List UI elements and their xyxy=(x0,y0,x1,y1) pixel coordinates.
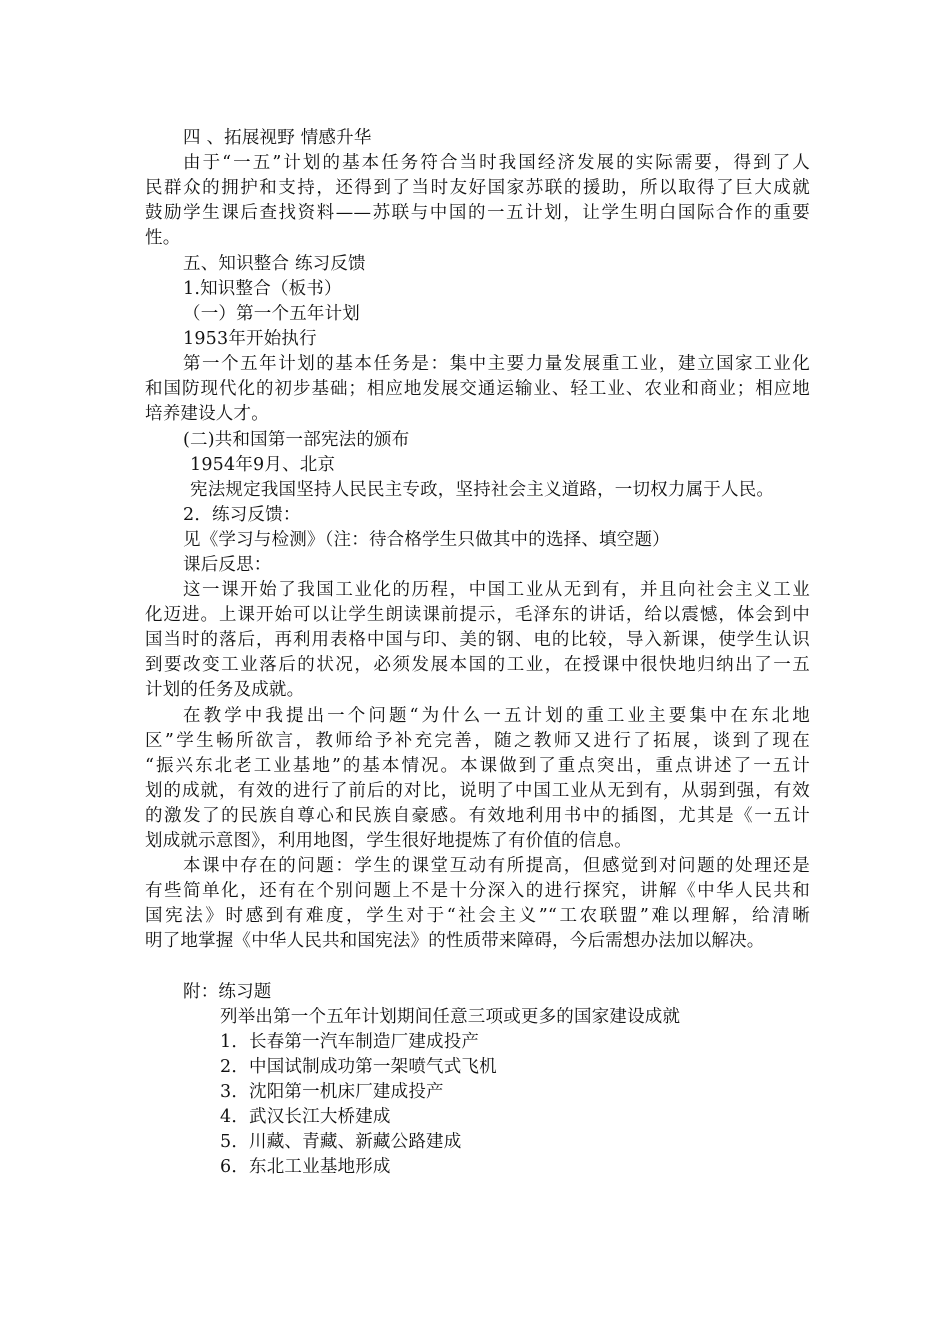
answer-item: 5．川藏、青藏、新藏公路建成 xyxy=(220,1132,462,1152)
appendix-heading: 附：练习题 xyxy=(183,982,272,1002)
appendix-question: 列举出第一个五年计划期间任意三项或更多的国家建设成就 xyxy=(220,1007,681,1027)
part1-year: 1953年开始执行 xyxy=(183,329,317,349)
reflection-heading: 课后反思： xyxy=(183,555,272,575)
answer-item: 1．长春第一汽车制造厂建成投产 xyxy=(220,1032,480,1052)
reflection-p3-line: 本课中存在的问题：学生的课堂互动有所提高，但感觉到对问题的处理还是 xyxy=(183,856,810,876)
reflection-p2-line: 区”学生畅所欲言，教师给予补充完善，随之教师又进行了拓展，谈到了现在 xyxy=(145,731,810,751)
answer-item: 6．东北工业基地形成 xyxy=(220,1157,391,1177)
part1-text-line: 和国防现代化的初步基础；相应地发展交通运输业、轻工业、农业和商业；相应地 xyxy=(145,379,810,399)
knowledge-summary-label: 1.知识整合（板书） xyxy=(183,279,342,299)
section4-line: 鼓励学生课后查找资料——苏联与中国的一五计划，让学生明白国际合作的重要 xyxy=(145,203,810,223)
answer-item: 3．沈阳第一机床厂建成投产 xyxy=(220,1082,444,1102)
reflection-p1-line: 国当时的落后，再利用表格中国与印、美的钢、电的比较，导入新课，使学生认识 xyxy=(145,630,810,650)
reflection-p1-line: 化迈进。上课开始可以让学生朗读课前提示，毛泽东的讲话，给以震憾，体会到中 xyxy=(145,605,810,625)
part2-text: 宪法规定我国坚持人民民主专政，坚持社会主义道路，一切权力属于人民。 xyxy=(190,480,775,500)
reflection-p1-line: 到要改变工业落后的状况，必须发展本国的工业，在授课中很快地归纳出了一五 xyxy=(145,655,810,675)
section5-heading: 五、知识整合 练习反馈 xyxy=(183,254,366,274)
reflection-p3-line: 有些简单化，还有在个别问题上不是十分深入的进行探究，讲解《中华人民共和 xyxy=(145,881,810,901)
part1-text-line: 培养建设人才。 xyxy=(145,404,269,424)
practice-feedback-label: 2．练习反馈： xyxy=(183,505,301,525)
answer-item: 2．中国试制成功第一架喷气式飞机 xyxy=(220,1057,497,1077)
reflection-p1-line: 这一课开始了我国工业化的历程，中国工业从无到有，并且向社会主义工业 xyxy=(183,580,810,600)
reflection-p1-line: 计划的任务及成就。 xyxy=(145,680,305,700)
section4-line: 由于“一五”计划的基本任务符合当时我国经济发展的实际需要，得到了人 xyxy=(183,153,810,173)
answer-item: 4．武汉长江大桥建成 xyxy=(220,1107,391,1127)
part2-date: 1954年9月、北京 xyxy=(190,455,336,475)
reflection-p3-line: 国宪法》时感到有难度，学生对于“社会主义”“工农联盟”难以理解，给清晰 xyxy=(145,906,810,926)
reflection-p2-line: 的激发了的民族自尊心和民族自豪感。有效地利用书中的插图，尤其是《一五计 xyxy=(145,806,810,826)
section4-line: 性。 xyxy=(145,228,181,248)
reflection-p2-line: 划成就示意图》，利用地图，学生很好地提炼了有价值的信息。 xyxy=(145,831,632,851)
reflection-p3-line: 明了地掌握《中华人民共和国宪法》的性质带来障碍，今后需想办法加以解决。 xyxy=(145,931,765,951)
reflection-p2-line: “振兴东北老工业基地”的基本情况。本课做到了重点突出，重点讲述了一五计 xyxy=(145,756,810,776)
part1-text-line: 第一个五年计划的基本任务是：集中主要力量发展重工业，建立国家工业化 xyxy=(183,354,810,374)
part1-title: （一）第一个五年计划 xyxy=(183,304,360,324)
part2-title: (二)共和国第一部宪法的颁布 xyxy=(183,430,410,450)
section4-heading: 四 、拓展视野 情感升华 xyxy=(183,128,372,148)
reflection-p2-line: 划的成就，有效的进行了前后的对比，说明了中国工业从无到有，从弱到强，有效 xyxy=(145,781,810,801)
practice-reference: 见《学习与检测》（注：待合格学生只做其中的选择、填空题） xyxy=(183,530,670,550)
reflection-p2-line: 在教学中我提出一个问题“为什么一五计划的重工业主要集中在东北地 xyxy=(183,706,810,726)
section4-line: 民群众的拥护和支持，还得到了当时友好国家苏联的援助，所以取得了巨大成就 xyxy=(145,178,810,198)
